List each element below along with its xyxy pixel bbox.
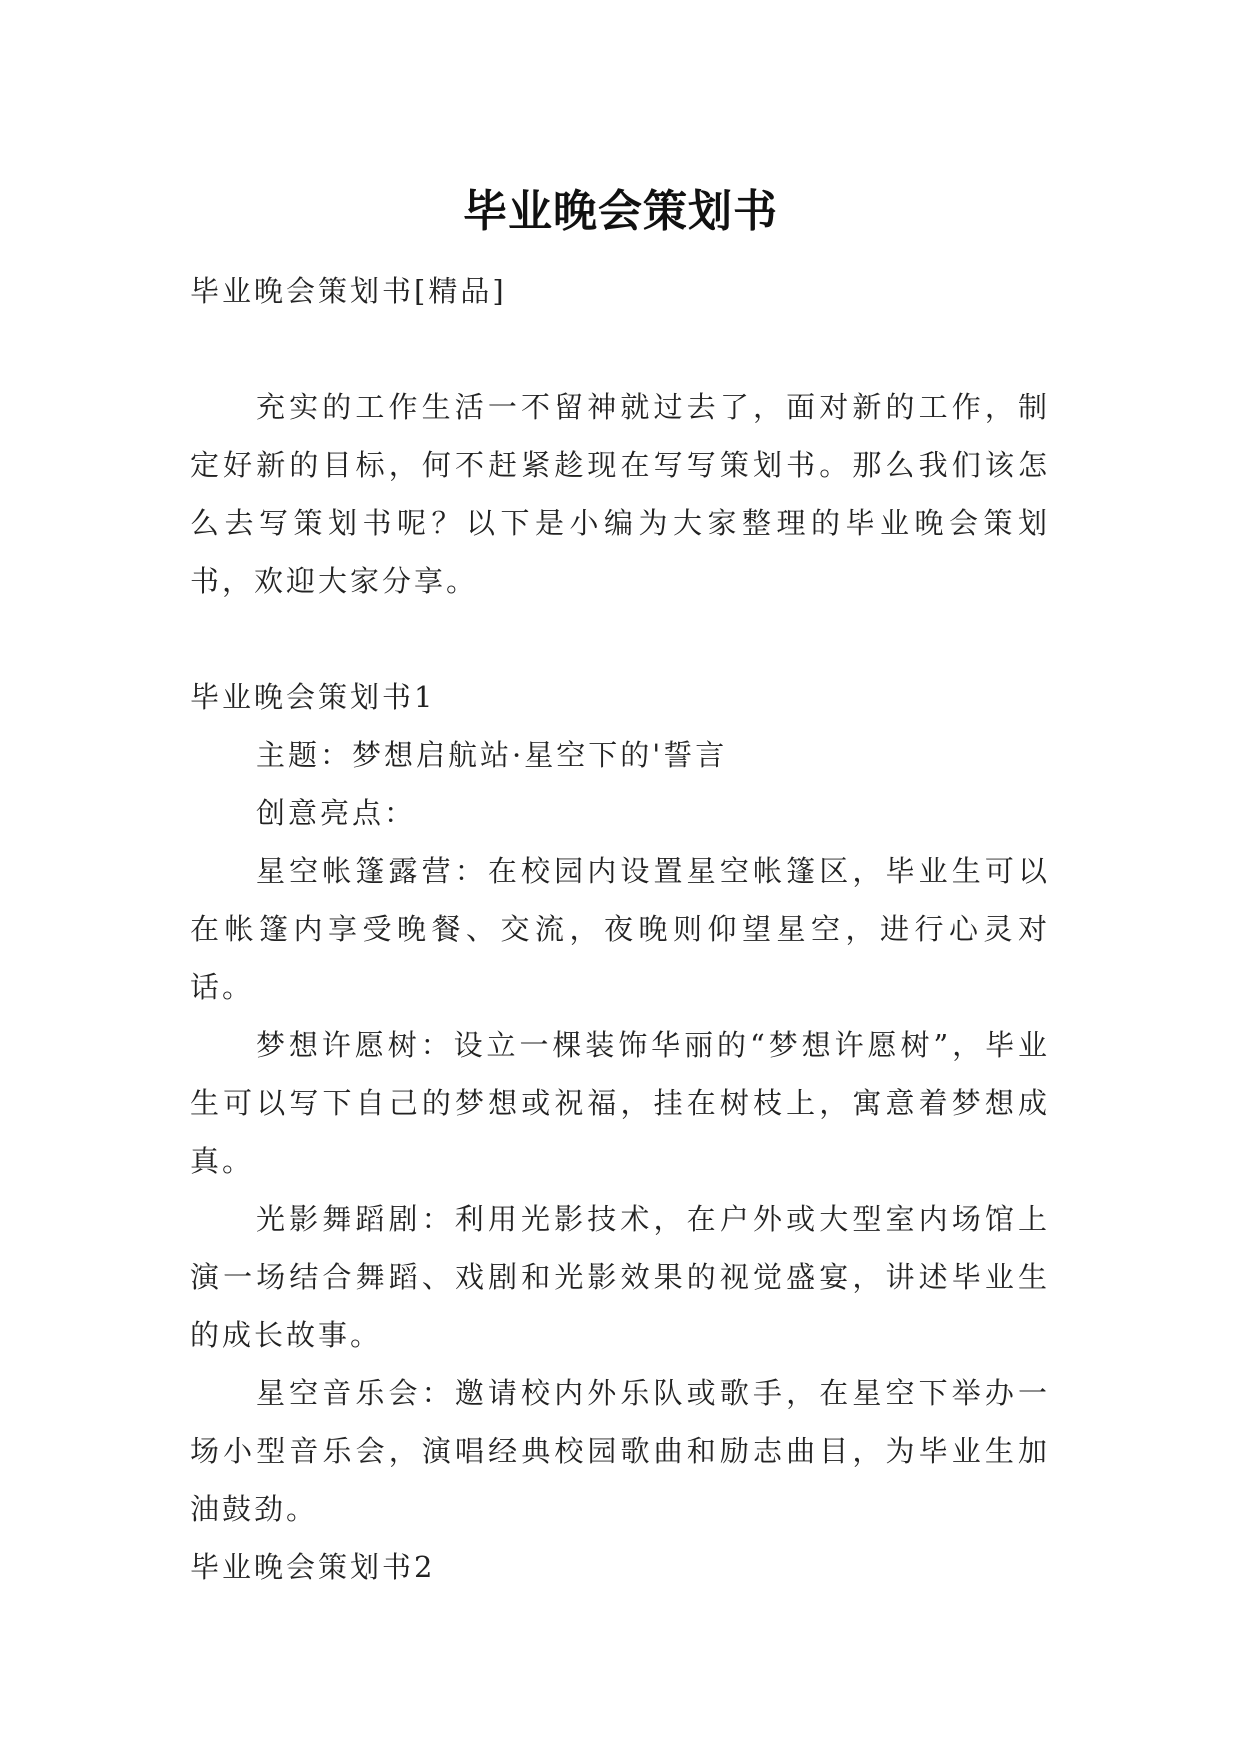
section-heading-1: 毕业晚会策划书1 (190, 680, 436, 714)
highlights-label: 创意亮点： (256, 796, 417, 830)
document-subtitle: 毕业晚会策划书[精品] (190, 274, 507, 308)
highlight-item-wish-tree: 梦想许愿树：设立一棵装饰华丽的“梦想许愿树”，毕业生可以写下自己的梦想或祝福，挂在树枝上，寓意着梦想成真。 (190, 1028, 1050, 1178)
theme-line: 主题：梦想启航站·星空下的'誓言 (256, 738, 728, 772)
highlight-item-light-dance: 光影舞蹈剧：利用光影技术，在户外或大型室内场馆上演一场结合舞蹈、戏剧和光影效果的视觉盛宴，讲述毕业生的成长故事。 (190, 1202, 1050, 1352)
highlight-item-tent: 星空帐篷露营：在校园内设置星空帐篷区，毕业生可以在帐篷内享受晚餐、交流，夜晚则仰望星空，进行心灵对话。 (190, 854, 1050, 1004)
document-title: 毕业晚会策划书 (463, 186, 778, 238)
section-heading-2: 毕业晚会策划书2 (190, 1550, 436, 1584)
intro-paragraph: 充实的工作生活一不留神就过去了，面对新的工作，制定好新的目标，何不赶紧趁现在写写策划书。那么我们该怎么去写策划书呢？以下是小编为大家整理的毕业晚会策划书，欢迎大家分享。 (190, 390, 1050, 598)
highlight-item-concert: 星空音乐会：邀请校内外乐队或歌手，在星空下举办一场小型音乐会，演唱经典校园歌曲和励志曲目，为毕业生加油鼓劲。 (190, 1376, 1050, 1526)
document-body (190, 262, 1050, 1596)
